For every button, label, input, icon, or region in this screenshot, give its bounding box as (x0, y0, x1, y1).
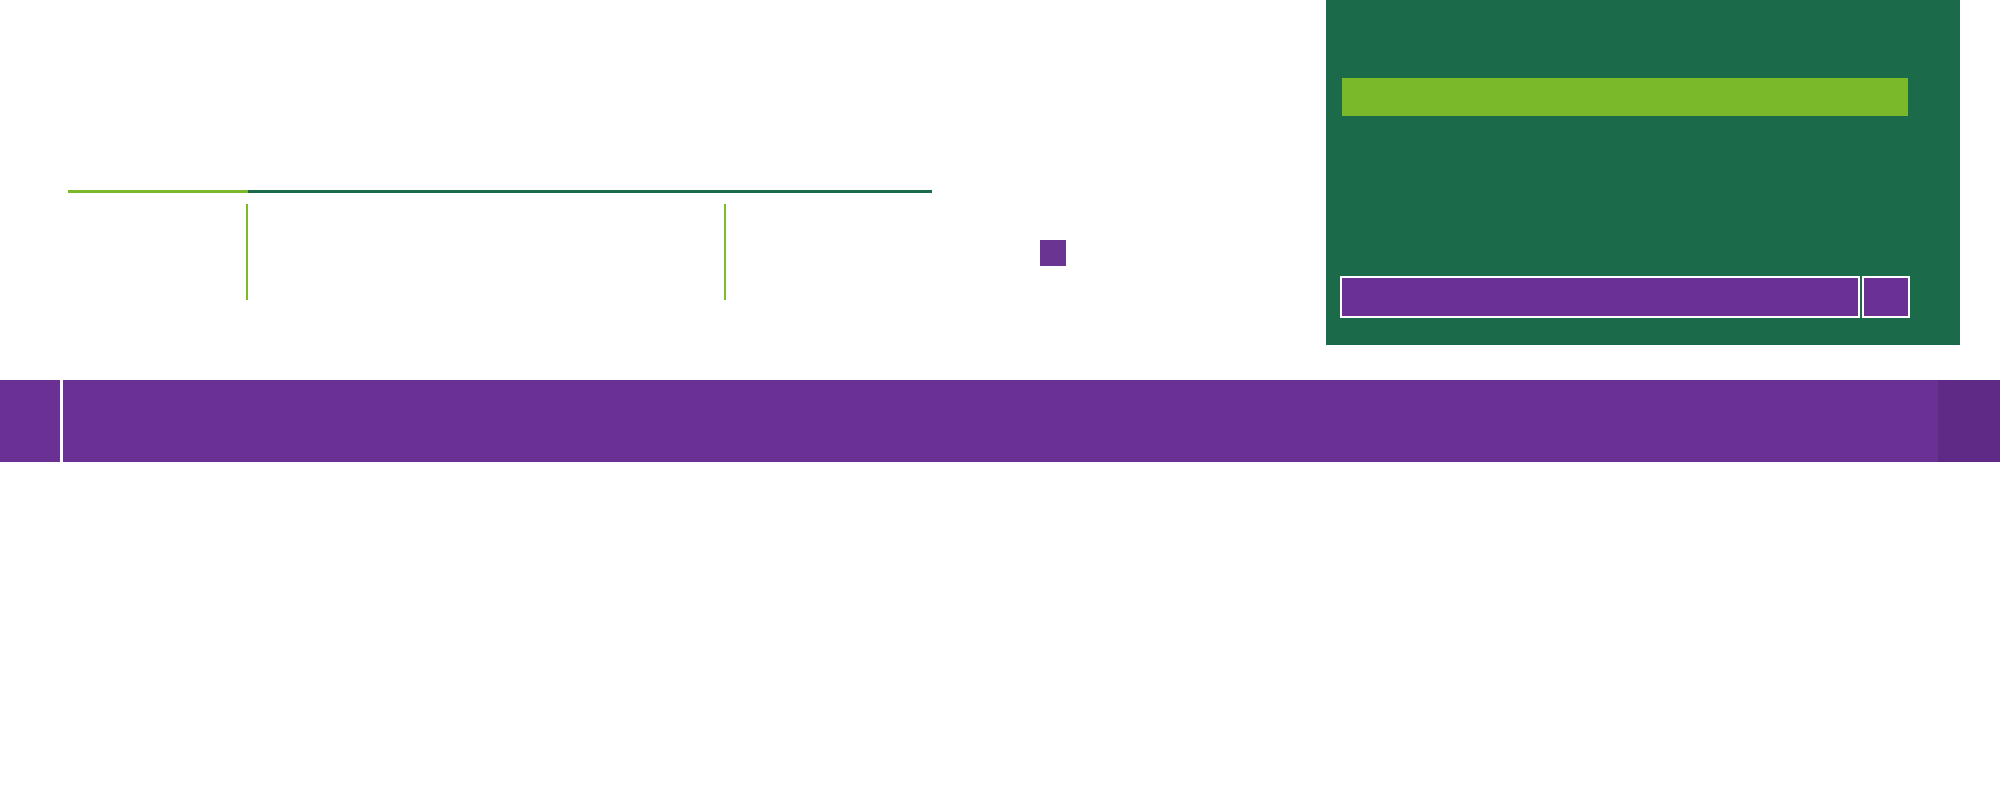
banner-left-stripe (60, 380, 63, 462)
plan-banner (0, 380, 2000, 462)
banner-right-block (1938, 380, 2000, 462)
requirements-divider (246, 204, 248, 300)
electiva-agro-title (1342, 78, 1908, 116)
requirements-divider-2 (724, 204, 726, 300)
total-credits-label (1340, 276, 1860, 318)
total-credits-value (1862, 276, 1910, 318)
legend-pr-badge (1040, 240, 1066, 266)
requirements-top-rule-accent (68, 190, 248, 193)
